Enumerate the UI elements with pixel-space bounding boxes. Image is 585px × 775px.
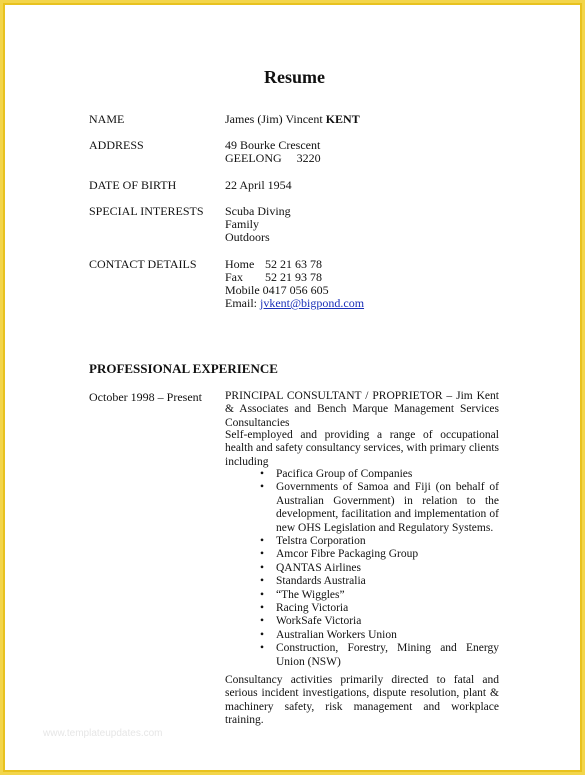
email-key: Email: bbox=[225, 296, 257, 310]
client-item: • “The Wiggles” bbox=[260, 588, 345, 601]
dob-label: DATE OF BIRTH bbox=[89, 178, 177, 192]
bullet-icon: • bbox=[260, 602, 265, 615]
name-value bbox=[225, 113, 360, 126]
bullet-icon: • bbox=[260, 588, 265, 601]
job-description: Self-employed and providing a range of occupational health and safety consultancy services, with primary clients including bbox=[225, 429, 499, 468]
fax-number: 52 21 93 78 bbox=[265, 270, 322, 284]
page-frame bbox=[3, 3, 582, 772]
email-link[interactable]: jvkent@bigpond.com bbox=[260, 296, 365, 310]
address-line-1: 49 Bourke Crescent bbox=[225, 138, 321, 152]
client-item: • Governments of Samoa and Fiji (on behalf of Australian Government) in relation to the development, facilitation and implementation of new OHS Legislation and Regulatory Systems. bbox=[260, 481, 499, 534]
dob-value: 22 April 1954 bbox=[225, 178, 292, 192]
interest-item: Scuba Diving bbox=[225, 204, 291, 218]
job-role: PRINCIPAL CONSULTANT / PROPRIETOR – Jim Kent & Associates and Bench Marque Management Services Consultancies bbox=[225, 390, 499, 429]
client-item: • QANTAS Airlines bbox=[260, 561, 362, 574]
address-value bbox=[225, 139, 321, 165]
bullet-icon: • bbox=[260, 468, 265, 480]
client-item: • Amcor Fibre Packaging Group bbox=[260, 548, 419, 561]
contact-label: CONTACT DETAILS bbox=[89, 257, 197, 271]
client-item: • Racing Victoria bbox=[260, 602, 349, 615]
interest-item: Family bbox=[225, 217, 260, 231]
contact-details bbox=[225, 258, 364, 310]
client-item: • Construction, Forestry, Mining and Energy Union (NSW) bbox=[260, 642, 499, 668]
last-name: KENT bbox=[325, 112, 360, 126]
section-heading: PROFESSIONAL EXPERIENCE bbox=[89, 361, 278, 376]
job-period: October 1998 – Present bbox=[89, 390, 202, 404]
first-name: James (Jim) Vincent bbox=[225, 112, 326, 126]
bullet-icon: • bbox=[260, 548, 265, 561]
bullet-icon: • bbox=[260, 615, 265, 628]
contact-email bbox=[225, 297, 364, 310]
mobile-key: Mobile bbox=[225, 283, 260, 297]
mobile-number: 0417 056 605 bbox=[262, 283, 329, 297]
bullet-icon: • bbox=[260, 575, 265, 588]
fax-key: Fax bbox=[225, 270, 243, 284]
client-item: • Australian Workers Union bbox=[260, 628, 397, 641]
home-key: Home bbox=[225, 257, 255, 271]
watermark: www.templateupdates.com bbox=[43, 728, 163, 739]
interests-list bbox=[225, 205, 291, 244]
name-label: NAME bbox=[89, 112, 125, 126]
bullet-icon: • bbox=[260, 561, 265, 574]
address-line-2: GEELONG 3220 bbox=[225, 151, 321, 165]
bullet-icon: • bbox=[260, 628, 265, 641]
interests-label: SPECIAL INTERESTS bbox=[89, 204, 204, 218]
job-summary: Consultancy activities primarily directed to fatal and serious incident investigations, dispute resolution, plant & machinery safety, risk management and workplace training. bbox=[225, 674, 499, 727]
page-title: Resume bbox=[264, 67, 325, 87]
bullet-icon: • bbox=[260, 642, 265, 655]
client-item: • WorkSafe Victoria bbox=[260, 615, 362, 628]
client-item: • Telstra Corporation bbox=[260, 535, 366, 548]
resume-page bbox=[5, 5, 580, 770]
client-item: • Pacifica Group of Companies bbox=[260, 468, 413, 480]
client-item: • Standards Australia bbox=[260, 575, 366, 588]
bullet-icon: • bbox=[260, 535, 265, 548]
interest-item: Outdoors bbox=[225, 230, 270, 244]
bullet-icon: • bbox=[260, 481, 265, 494]
client-list bbox=[257, 468, 499, 669]
address-label: ADDRESS bbox=[89, 138, 144, 152]
home-number: 52 21 63 78 bbox=[265, 257, 322, 271]
